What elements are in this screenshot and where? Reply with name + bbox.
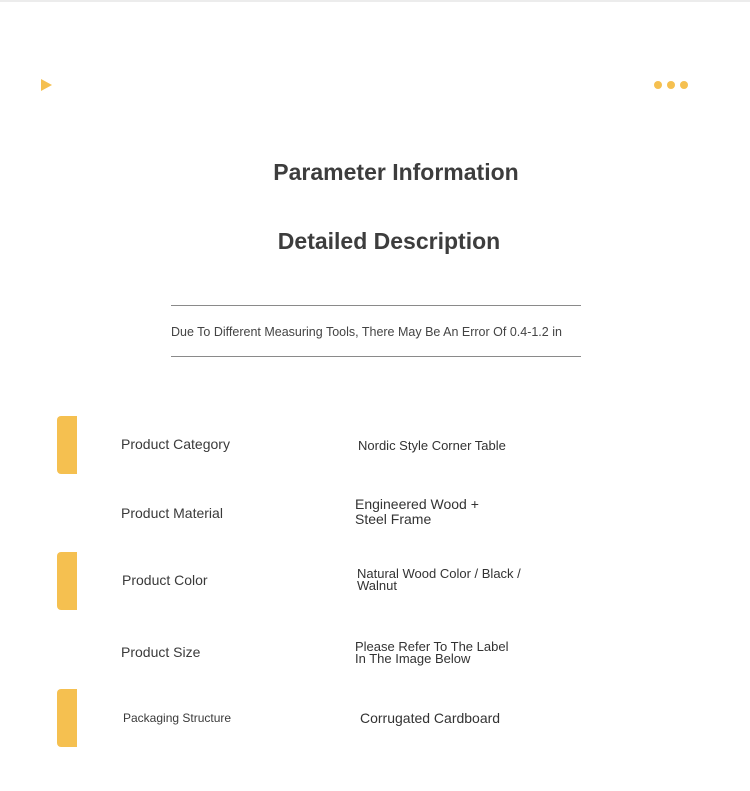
param-value-size-line: Please Refer To The Label	[355, 639, 509, 654]
param-value-material	[355, 497, 479, 527]
note-bottom-rule	[171, 356, 581, 357]
param-value-material-line: Engineered Wood +	[355, 496, 479, 512]
param-label-category: Product Category	[121, 436, 230, 452]
param-label-material: Product Material	[121, 505, 223, 521]
measurement-note: Due To Different Measuring Tools, There May Be An Error Of 0.4-1.2 in	[171, 325, 562, 339]
param-value-category: Nordic Style Corner Table	[358, 438, 506, 453]
row-accent-tab	[57, 552, 77, 610]
more-dots-icon	[654, 81, 688, 89]
param-value-size	[355, 641, 508, 665]
param-label-color: Product Color	[122, 572, 208, 588]
row-accent-tab	[57, 416, 77, 474]
play-triangle-icon	[41, 79, 52, 91]
param-value-color-line: Natural Wood Color / Black /	[357, 566, 521, 581]
note-top-rule	[171, 305, 581, 306]
param-value-size-line: In The Image Below	[355, 651, 471, 666]
row-accent-tab	[57, 689, 77, 747]
param-label-packaging: Packaging Structure	[123, 711, 232, 725]
param-value-color-line: Walnut	[357, 578, 397, 593]
top-divider	[0, 0, 750, 2]
param-value-material-line: Steel Frame	[355, 511, 432, 527]
page-subtitle: Detailed Description	[277, 228, 501, 254]
param-value-packaging: Corrugated Cardboard	[360, 710, 501, 726]
param-label-size: Product Size	[121, 644, 201, 660]
page-title: Parameter Information	[273, 159, 519, 185]
param-value-color	[357, 568, 521, 592]
